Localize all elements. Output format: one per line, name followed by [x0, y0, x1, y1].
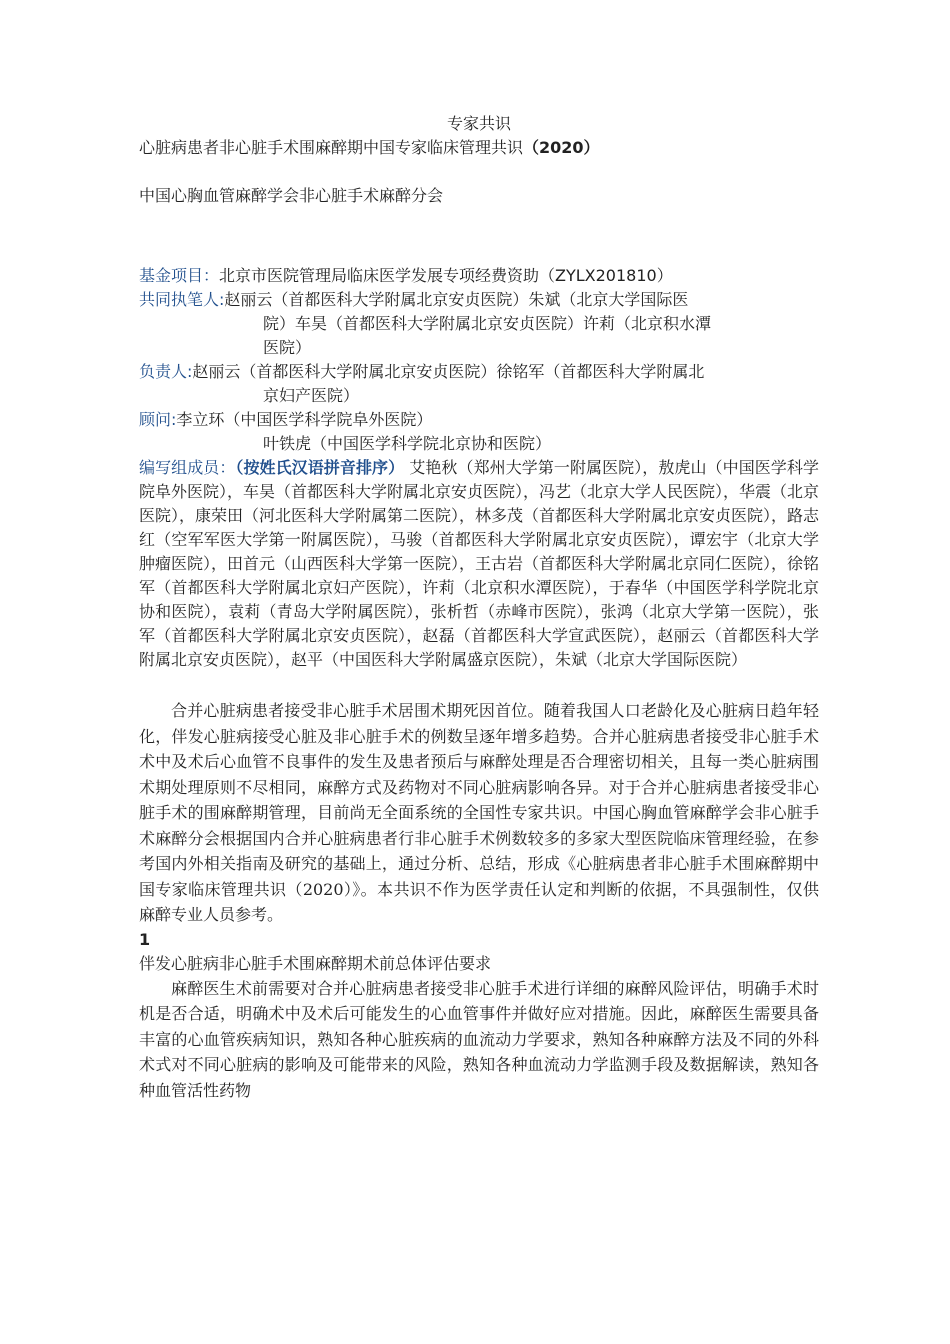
fund-label: 基金项目：: [139, 266, 220, 285]
co-authors-row: [139, 288, 819, 312]
advisor-line-2: 叶铁虎（中国医学科学院北京协和医院）: [263, 434, 552, 453]
co-authors-line-3: 医院）: [263, 338, 312, 357]
members-list: 艾艳秋（郑州大学第一附属医院），敖虎山（中国医学科学院阜外医院），车昊（首都医科大学附属北京安贞医院），冯艺（北京大学人民医院），华震（北京医院），康荣田（河北医科大学附属第二医院），林多茂（首都医科大学附属北京安贞医院），路志红（空军军医大学第一附属医院），马骏（首都医科大学附属北京安贞医院），谭宏宇（北京大学肿瘤医院），田首元（山西医科大学第一医院），王古岩（首都医科大学附属北京同仁医院），徐铭军（首都医科大学附属北京妇产医院），许莉（北京积水潭医院），于春华（中国医学科学院北京协和医院），袁莉（青岛大学附属医院），张析哲（赤峰市医院），张鸿（北京大学第一医院），张军（首都医科大学附属北京安贞医院），赵磊（首都医科大学宣武医院），赵丽云（首都医科大学附属北京安贞医院），赵平（中国医科大学附属盛京医院），朱斌（北京大学国际医院）: [139, 458, 820, 669]
metadata-block: [139, 264, 819, 672]
advisor-block: [139, 408, 819, 456]
responsible-block: [139, 360, 819, 408]
document-title: [139, 136, 819, 160]
co-authors-label: 共同执笔人:: [139, 290, 225, 309]
section-1-number: 1: [139, 929, 151, 949]
co-authors-block: [139, 288, 819, 360]
responsible-row: [139, 360, 819, 384]
fund-value: 北京市医院管理局临床医学发展专项经费资助（ZYLX201810）: [219, 266, 673, 285]
advisor-label: 顾问:: [139, 410, 177, 429]
advisor-line-1: 李立环（中国医学科学院阜外医院）: [176, 410, 433, 429]
responsible-label: 负责人:: [139, 362, 193, 381]
members-block: [139, 456, 819, 672]
members-sort-note: （按姓氏汉语拼音排序）: [235, 458, 405, 477]
document-page: [139, 112, 819, 1103]
fund-row: [139, 264, 819, 288]
co-authors-line-2: 院）车昊（首都医科大学附属北京安贞医院）许莉（北京积水潭: [263, 314, 712, 333]
title-main: 心脏病患者非心脏手术围麻醉期中国专家临床管理共识: [139, 138, 524, 157]
section-1-paragraph: 麻醉医生术前需要对合并心脏病患者接受非心脏手术进行详细的麻醉风险评估，明确手术时机是否合适，明确术中及术后可能发生的心血管事件并做好应对措施。因此，麻醉医生需要具备丰富的心血管疾病知识，熟知各种心脏疾病的血流动力学要求，熟知各种麻醉方法及不同的外科术式对不同心脏病的影响及可能带来的风险，熟知各种血流动力学监测手段及数据解读，熟知各种血管活性药物: [139, 978, 819, 1100]
section-header-label: 专家共识: [446, 114, 511, 133]
advisor-row: [139, 408, 819, 432]
title-year: （2020）: [523, 138, 600, 157]
responsible-line-1: 赵丽云（首都医科大学附属北京安贞医院）徐铭军（首都医科大学附属北: [192, 362, 705, 381]
co-authors-line-1: 赵丽云（首都医科大学附属北京安贞医院）朱斌（北京大学国际医: [224, 290, 689, 309]
section-1-title: 伴发心脏病非心脏手术围麻醉期术前总体评估要求: [139, 953, 492, 973]
organization-name: 中国心胸血管麻醉学会非心脏手术麻醉分会: [139, 186, 444, 205]
responsible-line-2: 京妇产医院）: [263, 386, 360, 405]
intro-paragraph: 合并心脏病患者接受非心脏手术居围术期死因首位。随着我国人口老龄化及心脏病日趋年轻化，伴发心脏病接受心脏及非心脏手术的例数呈逐年增多趋势。合并心脏病患者接受非心脏手术术中及术后心血管不良事件的发生及患者预后与麻醉处理是否合理密切相关，且每一类心脏病围术期处理原则不尽相同，麻醉方式及药物对不同心脏病影响各异。对于合并心脏病患者接受非心脏手术的围麻醉期管理，目前尚无全面系统的全国性专家共识。中国心胸血管麻醉学会非心脏手术麻醉分会根据国内合并心脏病患者行非心脏手术例数较多的多家大型医院临床管理经验，在参考国内外相关指南及研究的基础上，通过分析、总结，形成《心脏病患者非心脏手术围麻醉期中国专家临床管理共识（2020）》。本共识不作为医学责任认定和判断的依据，不具强制性，仅供麻醉专业人员参考。: [139, 701, 819, 924]
members-label: 编写组成员：: [139, 458, 236, 477]
